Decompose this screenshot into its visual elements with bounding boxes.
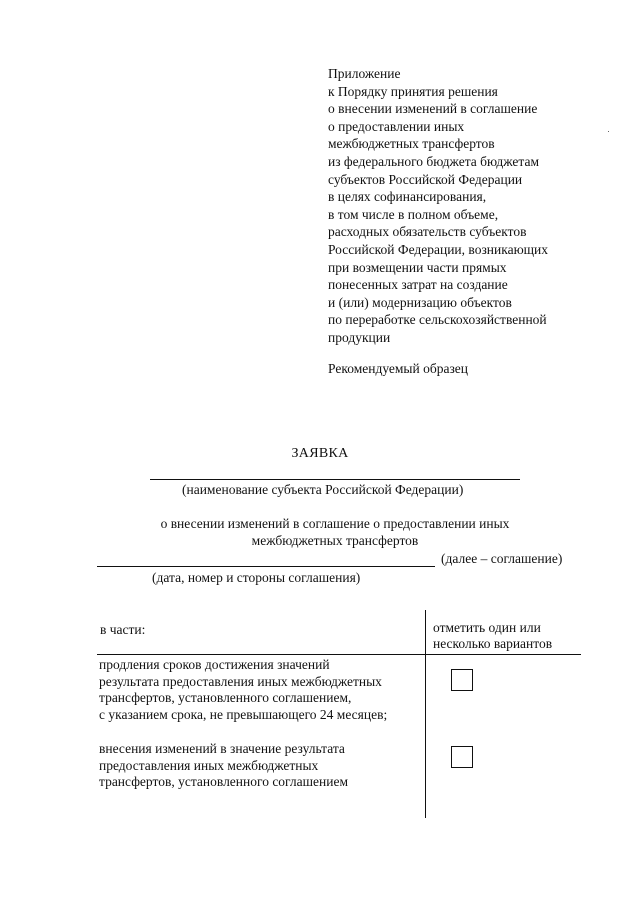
appendix-line: в том числе в полном объеме, <box>328 206 499 222</box>
table-col1-header: в части: <box>100 622 146 637</box>
agreement-suffix: (далее – соглашение) <box>441 551 563 566</box>
intro-line-1: о внесении изменений в соглашение о предоставлении иных <box>160 516 510 531</box>
appendix-line: к Порядку принятия решения <box>328 83 498 99</box>
agreement-caption: (дата, номер и стороны соглашения) <box>152 570 361 585</box>
appendix-line: по переработке сельскохозяйственной <box>328 312 547 328</box>
table-row <box>99 741 348 791</box>
appendix-line: расходных обязательств субъектов <box>328 224 527 240</box>
form-title: ЗАЯВКА <box>291 446 349 461</box>
subject-name-line[interactable] <box>150 479 520 480</box>
row-text-line: внесения изменений в значение результата <box>99 741 345 756</box>
row-text-line: предоставления иных межбюджетных <box>99 757 319 773</box>
appendix-line: и (или) модернизацию объектов <box>328 294 512 310</box>
row-text-line: продления сроков достижения значений <box>99 657 330 672</box>
row-text-line: трансфертов, установленного соглашением <box>99 774 349 790</box>
appendix-line: о предоставлении иных <box>328 118 465 134</box>
appendix-line: в целях софинансирования, <box>328 189 487 205</box>
appendix-line: межбюджетных трансфертов <box>328 136 495 152</box>
agreement-details-line[interactable] <box>97 566 435 567</box>
table-col2-header-line1: отметить один или <box>433 620 541 635</box>
appendix-line: при возмещении части прямых <box>328 259 507 275</box>
appendix-line: понесенных затрат на создание <box>328 277 508 293</box>
scan-speck <box>608 131 609 132</box>
appendix-line: субъектов Российской Федерации <box>328 171 523 187</box>
appendix-line: продукции <box>328 329 391 345</box>
appendix-line: о внесении изменений в соглашение <box>328 101 538 117</box>
appendix-line: Приложение <box>328 66 401 81</box>
row-text-line: трансфертов, установленного соглашением, <box>99 690 352 706</box>
option-checkbox-extend-deadlines[interactable] <box>451 669 473 691</box>
appendix-header <box>328 65 628 347</box>
table-row <box>99 657 387 723</box>
table-col2-header-line2: несколько вариантов <box>433 636 553 651</box>
table-header-divider <box>97 654 581 655</box>
appendix-line: Российской Федерации, возникающих <box>328 241 549 257</box>
option-checkbox-change-result-value[interactable] <box>451 746 473 768</box>
row-text-line: результата предоставления иных межбюджетных <box>99 673 382 689</box>
sample-label: Рекомендуемый образец <box>328 361 469 376</box>
intro-line-2: межбюджетных трансфертов <box>251 533 419 548</box>
appendix-line: из федерального бюджета бюджетам <box>328 153 539 169</box>
row-text-line: с указанием срока, не превышающего 24 месяцев; <box>99 706 388 722</box>
table-column-divider <box>425 610 426 818</box>
subject-name-caption: (наименование субъекта Российской Федерации) <box>182 482 464 497</box>
